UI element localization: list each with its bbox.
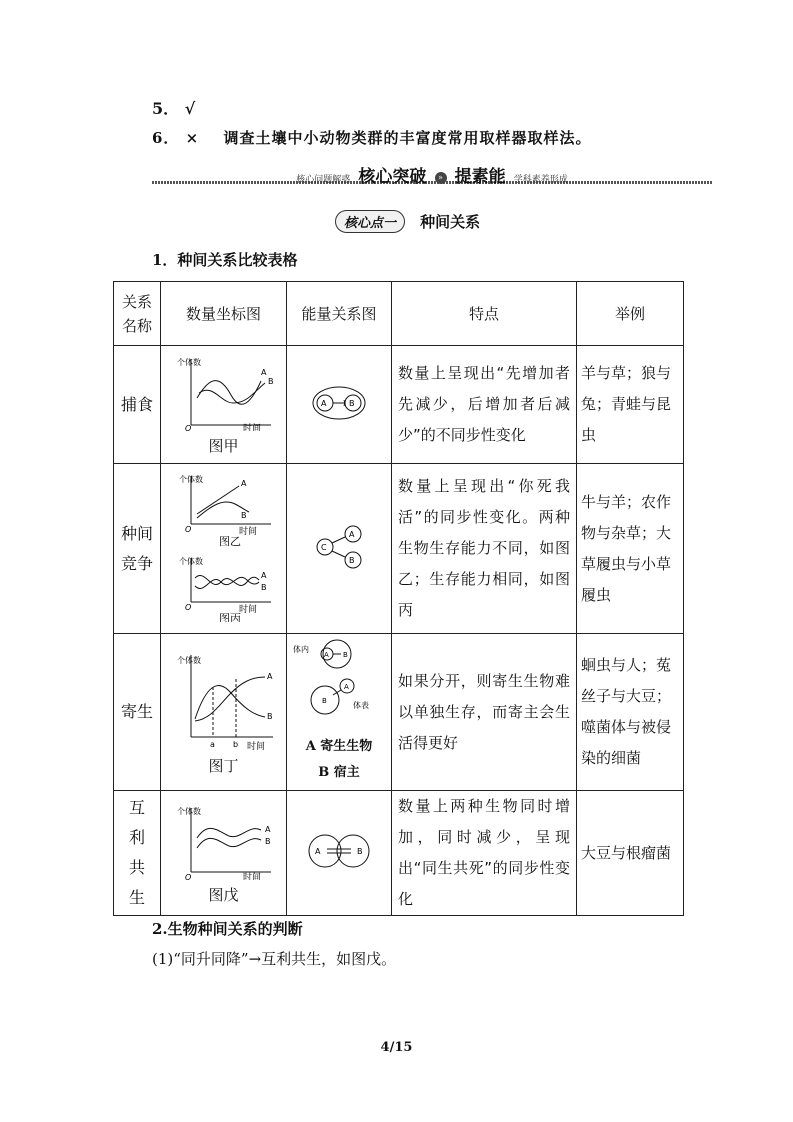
svg-text:A: A xyxy=(261,368,267,377)
table-row xyxy=(114,464,684,634)
svg-text:B: B xyxy=(349,555,355,565)
graph-predation xyxy=(161,353,286,431)
population-graph xyxy=(161,464,287,634)
svg-text:A: A xyxy=(315,847,321,856)
graph-competition xyxy=(161,472,286,622)
curve-a xyxy=(197,381,261,405)
feature-text: 数量上呈现出“你死我活”的同步性变化。两种生物生存能力不同，如图乙；生存能力相同，如图丙 xyxy=(392,464,577,634)
section-heading-2: 2.生物种间关系的判断 xyxy=(152,920,303,938)
table-header-row xyxy=(114,282,684,346)
feature-text: 数量上两种生物同时增加，同时减少，呈现出“同生共死”的同步性变化 xyxy=(392,791,577,916)
section-banner: 核心问题解惑 核心突破 » 提素能 学科素养形成 xyxy=(152,160,712,188)
svg-text:a: a xyxy=(210,739,215,749)
example-text: 牛与羊；农作物与杂草；大草履虫与小草履虫 xyxy=(577,464,684,634)
svg-text:时间: 时间 xyxy=(243,872,262,880)
svg-text:C: C xyxy=(321,542,327,552)
energy-competition xyxy=(287,512,391,582)
section-heading-1: 1．种间关系比较表格 xyxy=(152,251,298,269)
svg-text:A: A xyxy=(265,824,271,834)
svg-text:图丙: 图丙 xyxy=(219,611,241,622)
energy-mutualism xyxy=(287,826,391,876)
keypoint-heading xyxy=(335,210,480,233)
energy-diagram xyxy=(287,634,392,791)
header-feature: 特点 xyxy=(392,282,577,346)
energy-legend: A 寄生生物 B 宿主 xyxy=(305,739,373,780)
svg-text:B: B xyxy=(265,836,271,846)
svg-text:A: A xyxy=(241,478,247,488)
svg-text:O: O xyxy=(185,424,192,431)
header-energy: 能量关系图 xyxy=(287,282,392,346)
header-example: 举例 xyxy=(577,282,684,346)
svg-text:A: A xyxy=(349,529,355,539)
energy-diagram xyxy=(287,791,392,916)
svg-text:O: O xyxy=(185,602,192,612)
answer-5: 5． √ xyxy=(152,99,196,118)
relation-name: 互利共生 xyxy=(114,791,161,916)
svg-text:个体数: 个体数 xyxy=(179,474,203,484)
svg-text:体内: 体内 xyxy=(293,645,309,654)
keypoint-badge: 核心点一 xyxy=(335,210,405,233)
graph-mutualism xyxy=(161,802,286,880)
svg-text:B: B xyxy=(322,697,327,705)
svg-text:A: A xyxy=(261,570,267,580)
energy-diagram xyxy=(287,346,392,464)
svg-text:时间: 时间 xyxy=(239,526,258,537)
example-text: 大豆与根瘤菌 xyxy=(577,791,684,916)
population-graph: 个体数 时间 A B a b 图丁 xyxy=(161,634,287,791)
svg-text:B: B xyxy=(268,377,274,386)
relation-name: 捕食 xyxy=(114,346,161,464)
feature-text: 如果分开，则寄生生物难以单独生存，而寄主会生活得更好 xyxy=(392,634,577,791)
svg-text:B: B xyxy=(343,651,348,659)
svg-text:b: b xyxy=(233,739,239,749)
svg-text:O: O xyxy=(185,524,192,534)
svg-text:A: A xyxy=(267,671,273,681)
table-row xyxy=(114,346,684,464)
svg-text:B: B xyxy=(357,847,363,856)
svg-text:体表: 体表 xyxy=(353,701,369,710)
svg-text:B: B xyxy=(241,510,247,520)
population-graph: 个体数 O 时间 A B 图甲 xyxy=(161,346,287,464)
arrow-icon: » xyxy=(435,172,447,184)
svg-text:B: B xyxy=(349,398,355,408)
svg-text:时间: 时间 xyxy=(239,604,258,615)
relation-name: 寄生 xyxy=(114,634,161,791)
page-number: 4/15 xyxy=(380,1040,413,1055)
svg-text:A: A xyxy=(324,651,329,659)
svg-text:A: A xyxy=(321,398,327,408)
svg-text:个体数: 个体数 xyxy=(177,358,201,367)
svg-text:个体数: 个体数 xyxy=(177,806,201,816)
header-name: 关系名称 xyxy=(114,282,161,346)
population-graph: 个体数 O 时间 A B 图戊 xyxy=(161,791,287,916)
relation-name: 种间竞争 xyxy=(114,464,161,634)
relationship-table xyxy=(113,281,684,916)
energy-parasitism xyxy=(287,638,391,734)
svg-text:A: A xyxy=(344,683,349,691)
svg-text:时间: 时间 xyxy=(243,424,262,431)
rule-1: (1)“同升同降”→互利共生，如图戊。 xyxy=(152,950,397,968)
table-row xyxy=(114,791,684,916)
graph-parasitism xyxy=(161,649,286,751)
svg-text:个体数: 个体数 xyxy=(179,556,203,566)
feature-text: 数量上呈现出“先增加者先减少，后增加者后减少”的不同步性变化 xyxy=(392,346,577,464)
svg-text:时间: 时间 xyxy=(247,741,266,751)
keypoint-title: 种间关系 xyxy=(420,213,481,231)
svg-text:B: B xyxy=(261,582,267,592)
example-text: 蛔虫与人；菟丝子与大豆；噬菌体与被侵染的细菌 xyxy=(577,634,684,791)
energy-diagram xyxy=(287,464,392,634)
header-graph: 数量坐标图 xyxy=(161,282,287,346)
energy-predation xyxy=(287,378,391,428)
svg-text:图乙: 图乙 xyxy=(219,534,241,548)
svg-text:O: O xyxy=(185,872,192,880)
answer-6: 6． × 调查土壤中小动物类群的丰富度常用取样器取样法。 xyxy=(152,129,592,147)
svg-text:B: B xyxy=(267,711,273,721)
svg-text:个体数: 个体数 xyxy=(177,655,201,665)
table-row xyxy=(114,634,684,791)
example-text: 羊与草；狼与兔；青蛙与昆虫 xyxy=(577,346,684,464)
